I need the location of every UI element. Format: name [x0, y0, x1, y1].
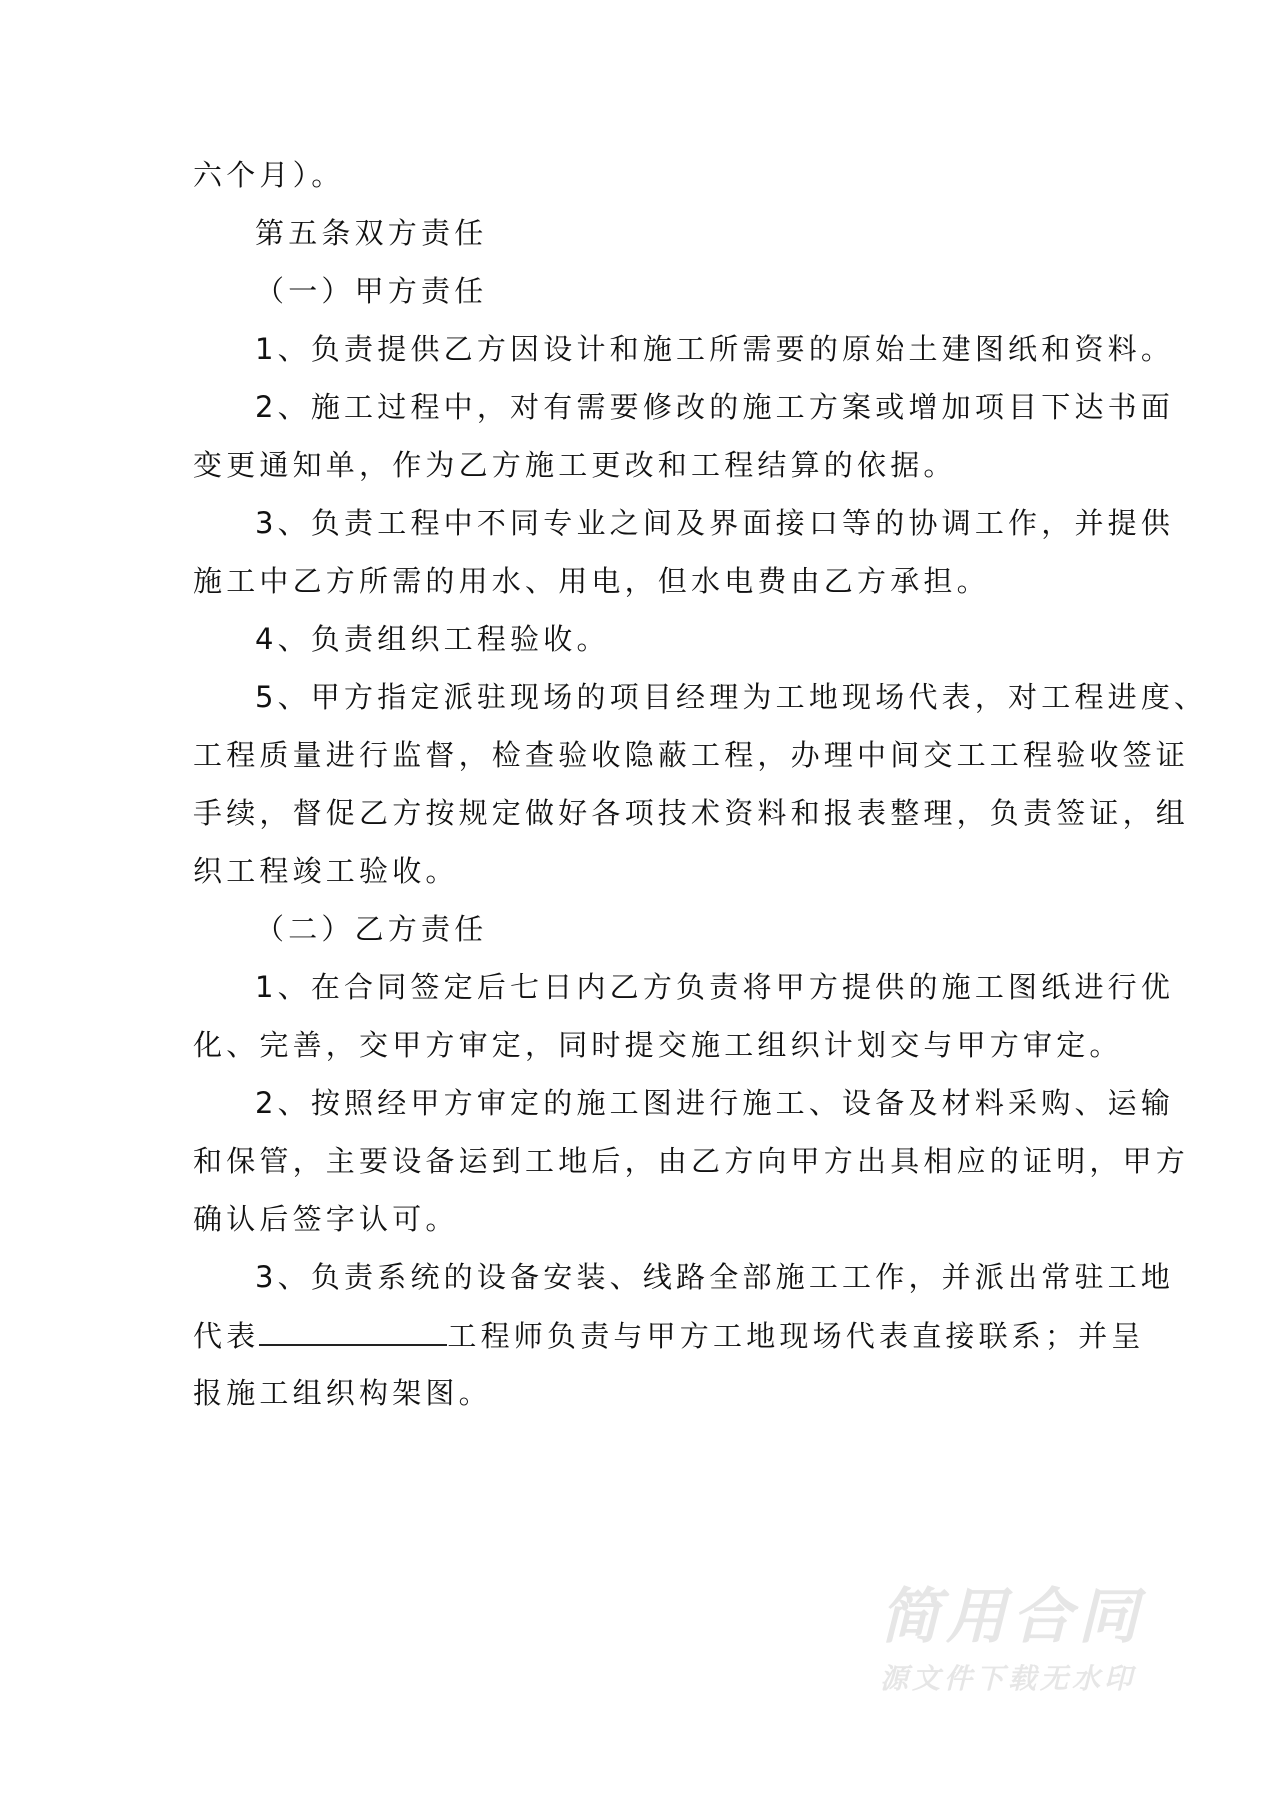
party-b-item-3: 3、负责系统的设备安装、线路全部施工工作，并派出常驻工地: [255, 1260, 1175, 1294]
party-a-item-5-cont-3: 织工程竣工验收。: [193, 854, 459, 888]
party-a-item-3-cont: 施工中乙方所需的用水、用电，但水电费由乙方承担。: [193, 564, 990, 598]
party-a-item-1: 1、负责提供乙方因设计和施工所需要的原始土建图纸和资料。: [255, 332, 1175, 366]
section-heading-party-a: （一）甲方责任: [255, 274, 488, 308]
watermark-title: 简用合同: [880, 1582, 1144, 1652]
party-b-item-2: 2、按照经甲方审定的施工图进行施工、设备及材料采购、运输: [255, 1086, 1175, 1120]
party-b-item-3-cont-1: [193, 1306, 1145, 1364]
party-a-item-2-cont: 变更通知单，作为乙方施工更改和工程结算的依据。: [193, 448, 957, 482]
party-a-item-2: 2、施工过程中，对有需要修改的施工方案或增加项目下达书面: [255, 390, 1175, 424]
party-a-item-5-cont-1: 工程质量进行监督，检查验收隐蔽工程，办理中间交工工程验收签证: [193, 738, 1190, 772]
party-b-item-1-cont: 化、完善，交甲方审定，同时提交施工组织计划交与甲方审定。: [193, 1028, 1123, 1062]
text-before-blank: 代表: [193, 1319, 260, 1353]
party-a-item-5: 5、甲方指定派驻现场的项目经理为工地现场代表，对工程进度、: [255, 680, 1208, 714]
watermark-subtitle: 源文件下载无水印: [880, 1662, 1137, 1695]
party-a-item-5-cont-2: 手续，督促乙方按规定做好各项技术资料和报表整理，负责签证，组: [193, 796, 1190, 830]
section-heading-party-b: （二）乙方责任: [255, 912, 488, 946]
article-heading: 第五条双方责任: [255, 216, 488, 250]
party-b-item-2-cont-1: 和保管，主要设备运到工地后，由乙方向甲方出具相应的证明，甲方: [193, 1144, 1190, 1178]
party-b-item-1: 1、在合同签定后七日内乙方负责将甲方提供的施工图纸进行优: [255, 970, 1175, 1004]
party-a-item-4: 4、负责组织工程验收。: [255, 622, 610, 656]
fill-in-blank-engineer[interactable]: [259, 1306, 447, 1346]
document-body: [193, 146, 1208, 1422]
watermark: [880, 1582, 1200, 1699]
paragraph-continuation: 六个月）。: [193, 158, 345, 192]
text-after-blank: 工程师负责与甲方工地现场代表直接联系；并呈: [447, 1319, 1145, 1353]
party-b-item-3-cont-2: 报施工组织构架图。: [193, 1376, 492, 1410]
party-b-item-2-cont-2: 确认后签字认可。: [193, 1202, 459, 1236]
party-a-item-3: 3、负责工程中不同专业之间及界面接口等的协调工作，并提供: [255, 506, 1175, 540]
